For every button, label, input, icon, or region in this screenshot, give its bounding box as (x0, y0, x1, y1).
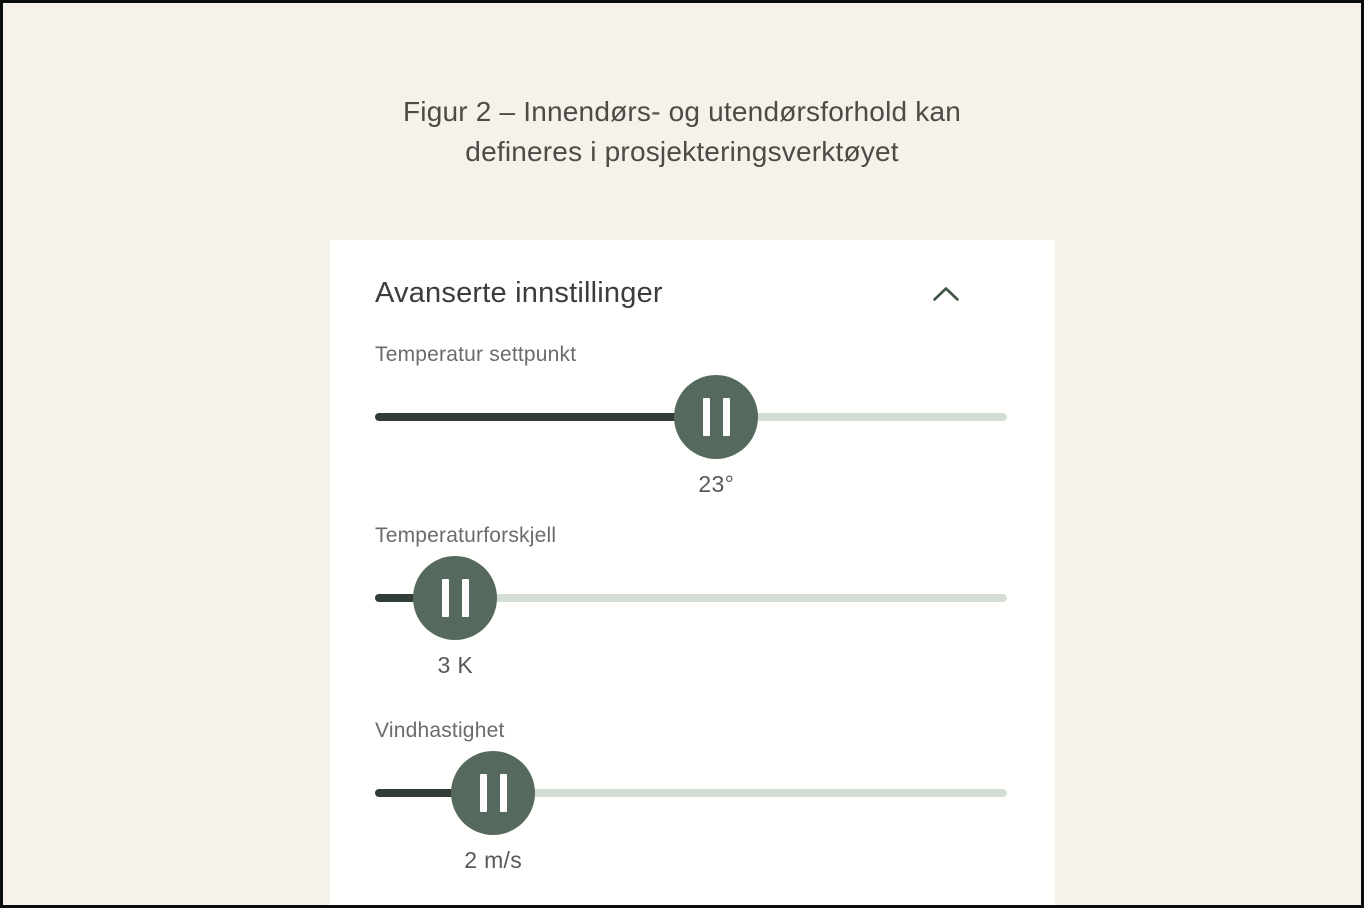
figure-caption-line1: Figur 2 – Innendørs- og utendørsforhold kan (402, 96, 961, 127)
pause-icon (462, 579, 469, 617)
pause-icon (442, 579, 449, 617)
chevron-up-icon (932, 286, 960, 302)
slider-track-area[interactable] (375, 751, 1007, 835)
collapse-button[interactable] (924, 276, 968, 312)
slider-label: Temperatur settpunkt (375, 343, 577, 366)
slider-track-area[interactable] (375, 556, 1007, 640)
slider-group-temperaturforskjell (330, 524, 1055, 694)
slider-track-area[interactable] (375, 375, 1007, 459)
slider-handle[interactable] (451, 751, 535, 835)
slider-label: Vindhastighet (375, 719, 505, 742)
settings-panel (330, 240, 1055, 908)
slider-group-vindhastighet (330, 719, 1055, 889)
slider-group-temperatur-settpunkt (330, 343, 1055, 513)
pause-icon (500, 774, 507, 812)
slider-value: 23° (698, 471, 735, 497)
panel-title: Avanserte innstillinger (375, 277, 663, 309)
pause-icon (480, 774, 487, 812)
slider-label: Temperaturforskjell (375, 524, 557, 547)
pause-icon (703, 398, 710, 436)
slider-handle[interactable] (413, 556, 497, 640)
slider-value: 2 m/s (464, 847, 523, 873)
pause-icon (723, 398, 730, 436)
figure-caption (3, 92, 1361, 172)
slider-handle[interactable] (674, 375, 758, 459)
panel-header (375, 274, 1010, 314)
figure-caption-line2: defineres i prosjekteringsverktøyet (465, 136, 899, 167)
slider-track-fill (375, 413, 716, 421)
slider-value: 3 K (437, 652, 473, 678)
